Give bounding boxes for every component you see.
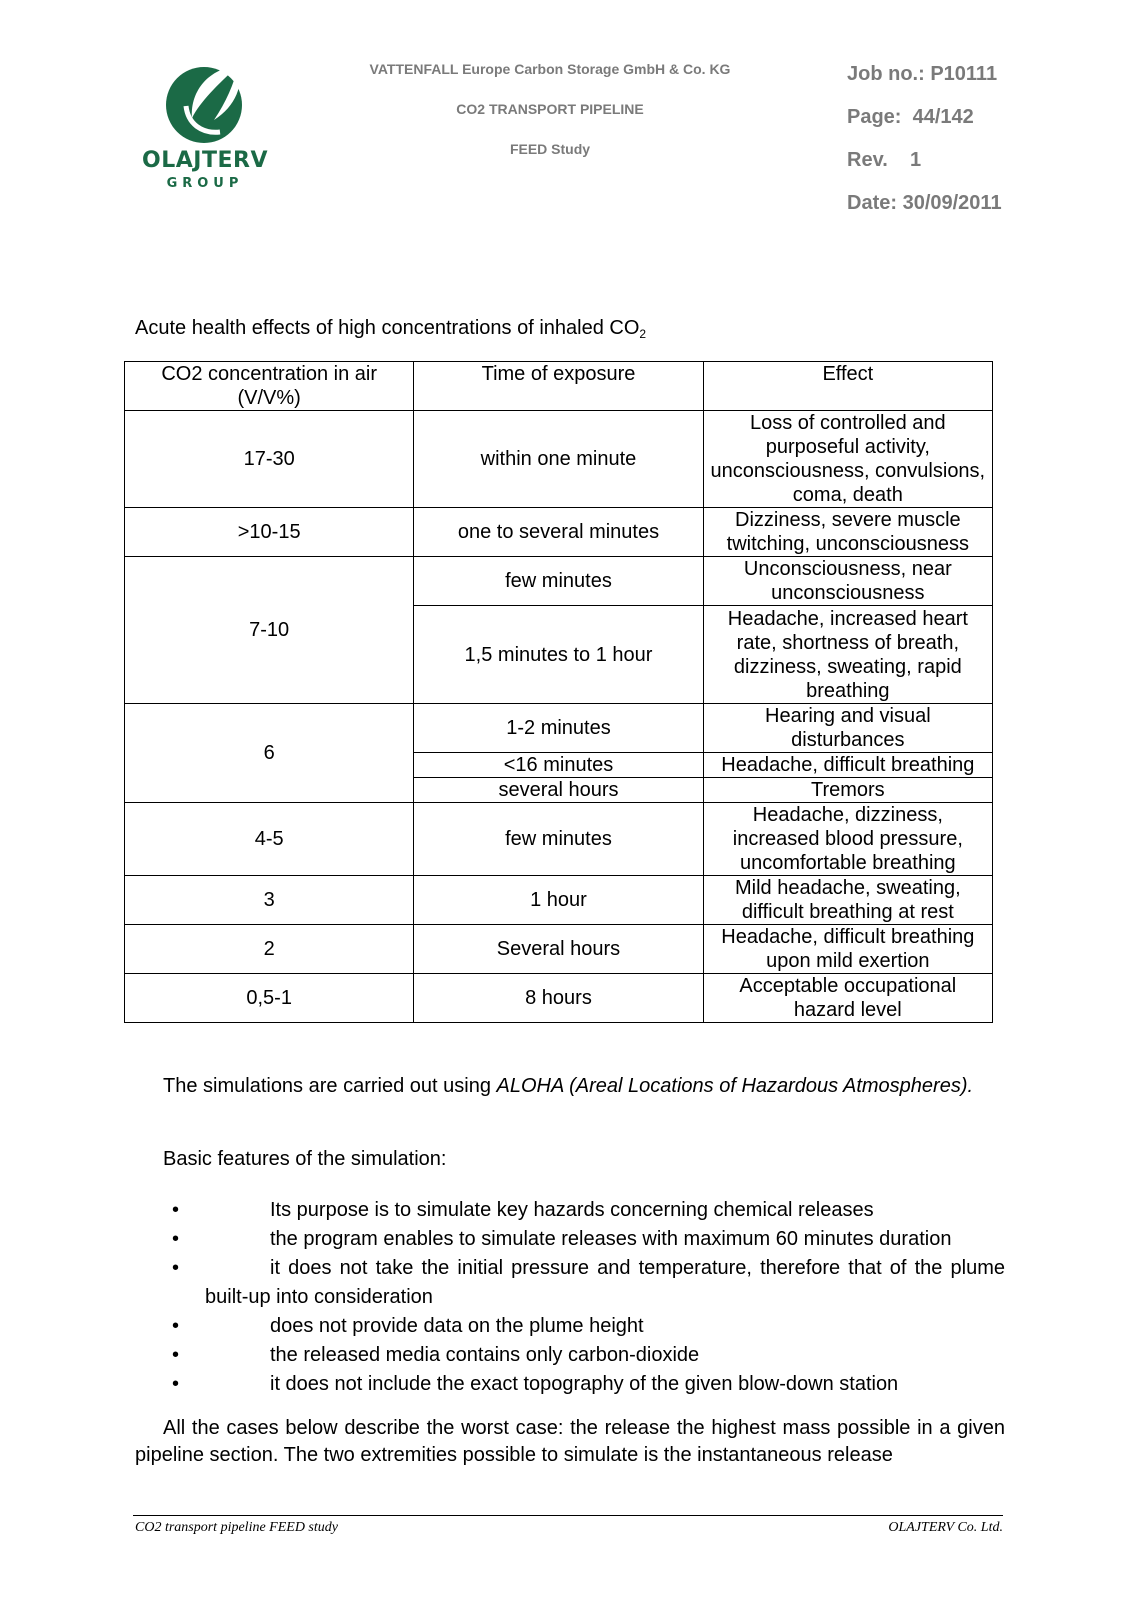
table-row <box>125 557 993 606</box>
effect-cell: Headache, increased heart rate, shortness of breath, dizziness, sweating, rapid breathing <box>703 606 992 704</box>
time-cell: <16 minutes <box>414 753 703 778</box>
effect-cell: Dizziness, severe muscle twitching, unconsciousness <box>703 508 992 557</box>
list-item: • Its purpose is to simulate key hazards concerning chemical releases <box>205 1196 1005 1225</box>
time-cell: 1 hour <box>414 876 703 925</box>
effect-cell: Acceptable occupational hazard level <box>703 974 992 1023</box>
co2-effects-table <box>124 361 993 1023</box>
header-study: FEED Study <box>509 141 591 157</box>
bullet-icon: • <box>172 1228 180 1250</box>
concentration-cell: 7-10 <box>125 557 414 704</box>
effect-cell: Headache, difficult breathing upon mild exertion <box>703 925 992 974</box>
time-cell: 1-2 minutes <box>414 704 703 753</box>
list-item: • it does not take the initial pressure and temperature, therefore that of the plume built-up into consideration <box>205 1254 1005 1312</box>
list-item: • does not provide data on the plume height <box>205 1312 1005 1341</box>
logo-subtitle: GROUP <box>166 176 244 191</box>
footer-right: OLAJTERV Co. Ltd. <box>888 1520 1003 1535</box>
table-row <box>125 411 993 508</box>
concentration-cell: 2 <box>125 925 414 974</box>
olajterv-logo <box>140 62 280 202</box>
effect-cell: Mild headache, sweating, difficult breathing at rest <box>703 876 992 925</box>
logo-wordmark: OLAJTERV <box>142 148 268 173</box>
bullet-icon: • <box>172 1315 180 1337</box>
effect-cell: Headache, dizziness, increased blood pressure, uncomfortable breathing <box>703 803 992 876</box>
footer-left: CO2 transport pipeline FEED study <box>135 1520 338 1535</box>
concentration-cell: >10-15 <box>125 508 414 557</box>
concentration-cell: 6 <box>125 704 414 803</box>
time-cell: few minutes <box>414 803 703 876</box>
bullet-icon: • <box>172 1373 180 1395</box>
table-row <box>125 704 993 753</box>
time-cell: one to several minutes <box>414 508 703 557</box>
header-page-number: Page: 44/142 <box>847 106 974 128</box>
column-header-time: Time of exposure <box>414 362 703 411</box>
closing-paragraph: All the cases below describe the worst case: the release the highest mass possible in a given pipeline section. The two extremities possible to simulate is the instantaneous release <box>135 1417 1005 1466</box>
time-cell: Several hours <box>414 925 703 974</box>
table-caption: Acute health effects of high concentrations of inhaled $CO_2$ <box>135 317 647 341</box>
table-row <box>125 925 993 974</box>
table-row <box>125 803 993 876</box>
effect-cell: Hearing and visual disturbances <box>703 704 992 753</box>
list-item: • the program enables to simulate releases with maximum 60 minutes duration <box>205 1225 1005 1254</box>
concentration-cell: 4-5 <box>125 803 414 876</box>
bullet-icon: • <box>172 1257 180 1279</box>
header-project: CO2 TRANSPORT PIPELINE <box>456 101 644 117</box>
concentration-cell: 17-30 <box>125 411 414 508</box>
effect-cell: Headache, difficult breathing <box>703 753 992 778</box>
time-cell: 1,5 minutes to 1 hour <box>414 606 703 704</box>
simulation-tool-name: ALOHA (Areal Locations of Hazardous Atmospheres). <box>496 1075 974 1097</box>
column-header-concentration: CO2 concentration in air (V/V%) <box>125 362 414 411</box>
header-revision: Rev. 1 <box>847 149 922 171</box>
time-cell: few minutes <box>414 557 703 606</box>
list-item: • the released media contains only carbon-dioxide <box>205 1341 1005 1370</box>
header-date: Date: 30/09/2011 <box>847 192 1002 214</box>
time-cell: within one minute <box>414 411 703 508</box>
column-header-effect: Effect <box>703 362 992 411</box>
features-list <box>172 1196 1005 1399</box>
concentration-cell: 3 <box>125 876 414 925</box>
footer-divider <box>133 1515 1003 1516</box>
concentration-cell: 0,5-1 <box>125 974 414 1023</box>
time-cell: several hours <box>414 778 703 803</box>
features-title: Basic features of the simulation: <box>163 1148 447 1170</box>
time-cell: 8 hours <box>414 974 703 1023</box>
table-header-row <box>125 362 993 411</box>
list-item: • it does not include the exact topography of the given blow-down station <box>205 1370 1005 1399</box>
table-row <box>125 876 993 925</box>
bullet-icon: • <box>172 1344 180 1366</box>
effect-cell: Loss of controlled and purposeful activity, unconsciousness, convulsions, coma, death <box>703 411 992 508</box>
effect-cell: Unconsciousness, near unconsciousness <box>703 557 992 606</box>
table-row <box>125 974 993 1023</box>
header-job-number: Job no.: P10111 <box>847 63 998 85</box>
bullet-icon: • <box>172 1199 180 1221</box>
header-company: VATTENFALL Europe Carbon Storage GmbH & Co. KG <box>369 61 731 77</box>
simulation-intro-paragraph: The simulations are carried out using ALOHA (Areal Locations of Hazardous Atmospheres). <box>163 1075 974 1097</box>
table-row <box>125 508 993 557</box>
leaf-logo-icon <box>140 62 270 148</box>
effect-cell: Tremors <box>703 778 992 803</box>
